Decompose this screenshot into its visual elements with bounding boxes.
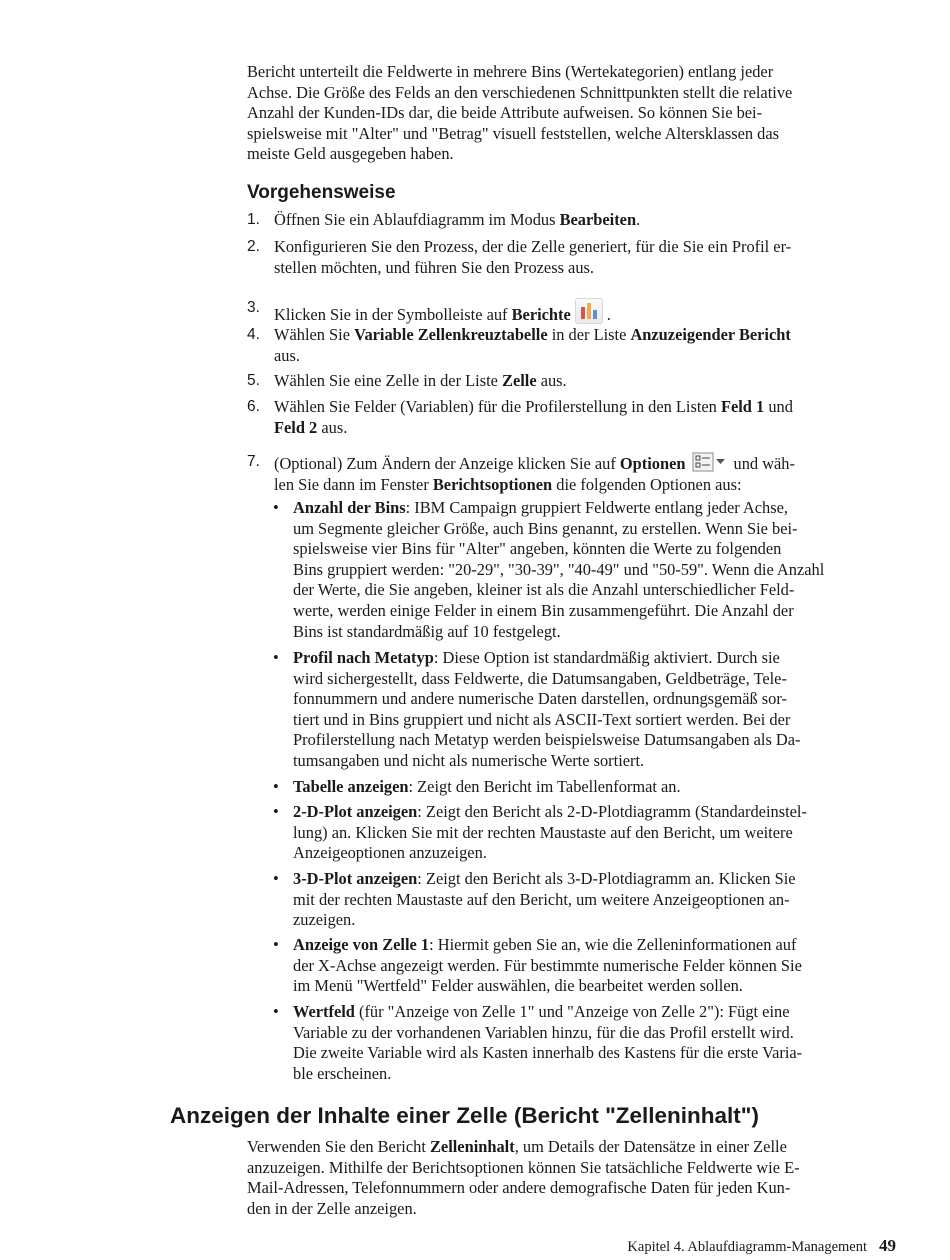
step-5: 5. Wählen Sie eine Zelle in der Liste Zelle aus. (247, 371, 567, 390)
step-3: 3. Klicken Sie in der Symbolleiste auf Berichte . (247, 299, 611, 324)
step-1: 1. Öffnen Sie ein Ablaufdiagramm im Modus Bearbeiten. (247, 210, 641, 229)
option-metatype: • Profil nach Metatyp: Diese Option ist standardmäßig aktiviert. Durch sie wird sichergestellt, dass Feldwerte, die Datumsangaben, Geldbeträge, Tele- fonnummern und andere numerische Daten darstellen, ordnungsgemäß sor- tiert und in Bins gruppiert und nicht als ASCII-Text sortiert werden. Bei der Profilerstellung nach Metatyp werden beispielsweise Datumsangaben als Da- tumsangaben und nicht als numerische Werte sortiert. (273, 648, 801, 770)
options-dropdown-icon[interactable] (692, 452, 728, 472)
section-paragraph: Verwenden Sie den Bericht Zelleninhalt, um Details der Datensätze in einer Zelle anzuzeigen. Mithilfe der Berichtsoptionen können Sie tatsächliche Feldwerte wie E- Mail-Adressen, Telefonnummern oder andere demografische Daten für jeden Kun- den in der Zelle anzeigen. (247, 1137, 800, 1218)
option-value-field: • Wertfeld (für "Anzeige von Zelle 1" und "Anzeige von Zelle 2"): Fügt eine Variable zu der vorhandenen Variablen hinzu, für die das Profil erstellt wird. Die zweite Variable wird als Kasten innerhalb des Kastens für die erste Varia- ble erscheinen. (273, 1002, 803, 1083)
option-cell-1-display: • Anzeige von Zelle 1: Hiermit geben Sie an, wie die Zelleninformationen auf der X-Achse angezeigt werden. Für bestimmte numerische Felder können Sie im Menü "Wertfeld" Felder auswählen, die bearbeitet werden sollen. (273, 935, 802, 996)
option-2d-plot: • 2-D-Plot anzeigen: Zeigt den Bericht als 2-D-Plotdiagramm (Standardeinstel- lung) an. Klicken Sie mit der rechten Maustaste auf den Bericht, um weitere Anzeigeoptionen anzuzeigen. (273, 802, 807, 863)
intro-paragraph: Bericht unterteilt die Feldwerte in mehrere Bins (Wertekategorien) entlang jeder Achse. Die Größe des Felds an den verschiedenen Schnittpunkten stellt die relative Anzahl der Kunden-IDs dar, die beide Attribute aufweisen. So können Sie bei- spielsweise mit "Alter" und "Betrag" visuell feststellen, welche Altersklassen das meiste Geld ausgegeben haben. (247, 62, 793, 164)
step-6: 6. Wählen Sie Felder (Variablen) für die Profilerstellung in den Listen Feld 1 und Feld 2 aus. (247, 397, 793, 437)
chapter-title: Kapitel 4. Ablaufdiagramm-Management (627, 1239, 867, 1255)
section-heading: Anzeigen der Inhalte einer Zelle (Bericht "Zelleninhalt") (170, 1103, 759, 1128)
option-3d-plot: • 3-D-Plot anzeigen: Zeigt den Bericht als 3-D-Plotdiagramm an. Klicken Sie mit der rechten Maustaste auf den Bericht, um weitere Anzeigeoptionen an- zuzeigen. (273, 869, 796, 930)
page-footer (540, 1236, 896, 1256)
option-table: • Tabelle anzeigen: Zeigt den Bericht im Tabellenformat an. (273, 777, 681, 796)
option-bins: • Anzahl der Bins: IBM Campaign gruppiert Feldwerte entlang jeder Achse, um Segmente gleicher Größe, auch Bins genannt, zu erstellen. Wenn Sie bei- spielsweise vier Bins für "Alter" angeben, könnten die Werte zu folgenden Bins gruppiert werden: "20-29", "30-39", "40-49" und "50-59". Wenn die Anzahl der Werte, die Sie angeben, kleiner ist als die Anzahl unterschiedlicher Feld- werte, werden einige Felder in einem Bin zusammengeführt. Die Anzahl der Bins ist standardmäßig auf 10 festgelegt. (273, 498, 825, 641)
procedure-heading: Vorgehensweise (247, 182, 396, 203)
step-4: 4. Wählen Sie Variable Zellenkreuztabelle in der Liste Anzuzeigender Bericht aus. (247, 325, 791, 365)
step-2: 2. Konfigurieren Sie den Prozess, der die Zelle generiert, für die Sie ein Profil er- stellen möchten, und führen Sie den Prozess aus. (247, 237, 792, 277)
step-7: 7. (Optional) Zum Ändern der Anzeige klicken Sie auf Optionen und wäh- len Sie dann im Fenster Berichtsoptionen die folgenden Optionen aus: (247, 453, 795, 494)
page-number: 49 (879, 1236, 896, 1255)
reports-bar-chart-icon[interactable] (575, 298, 603, 324)
